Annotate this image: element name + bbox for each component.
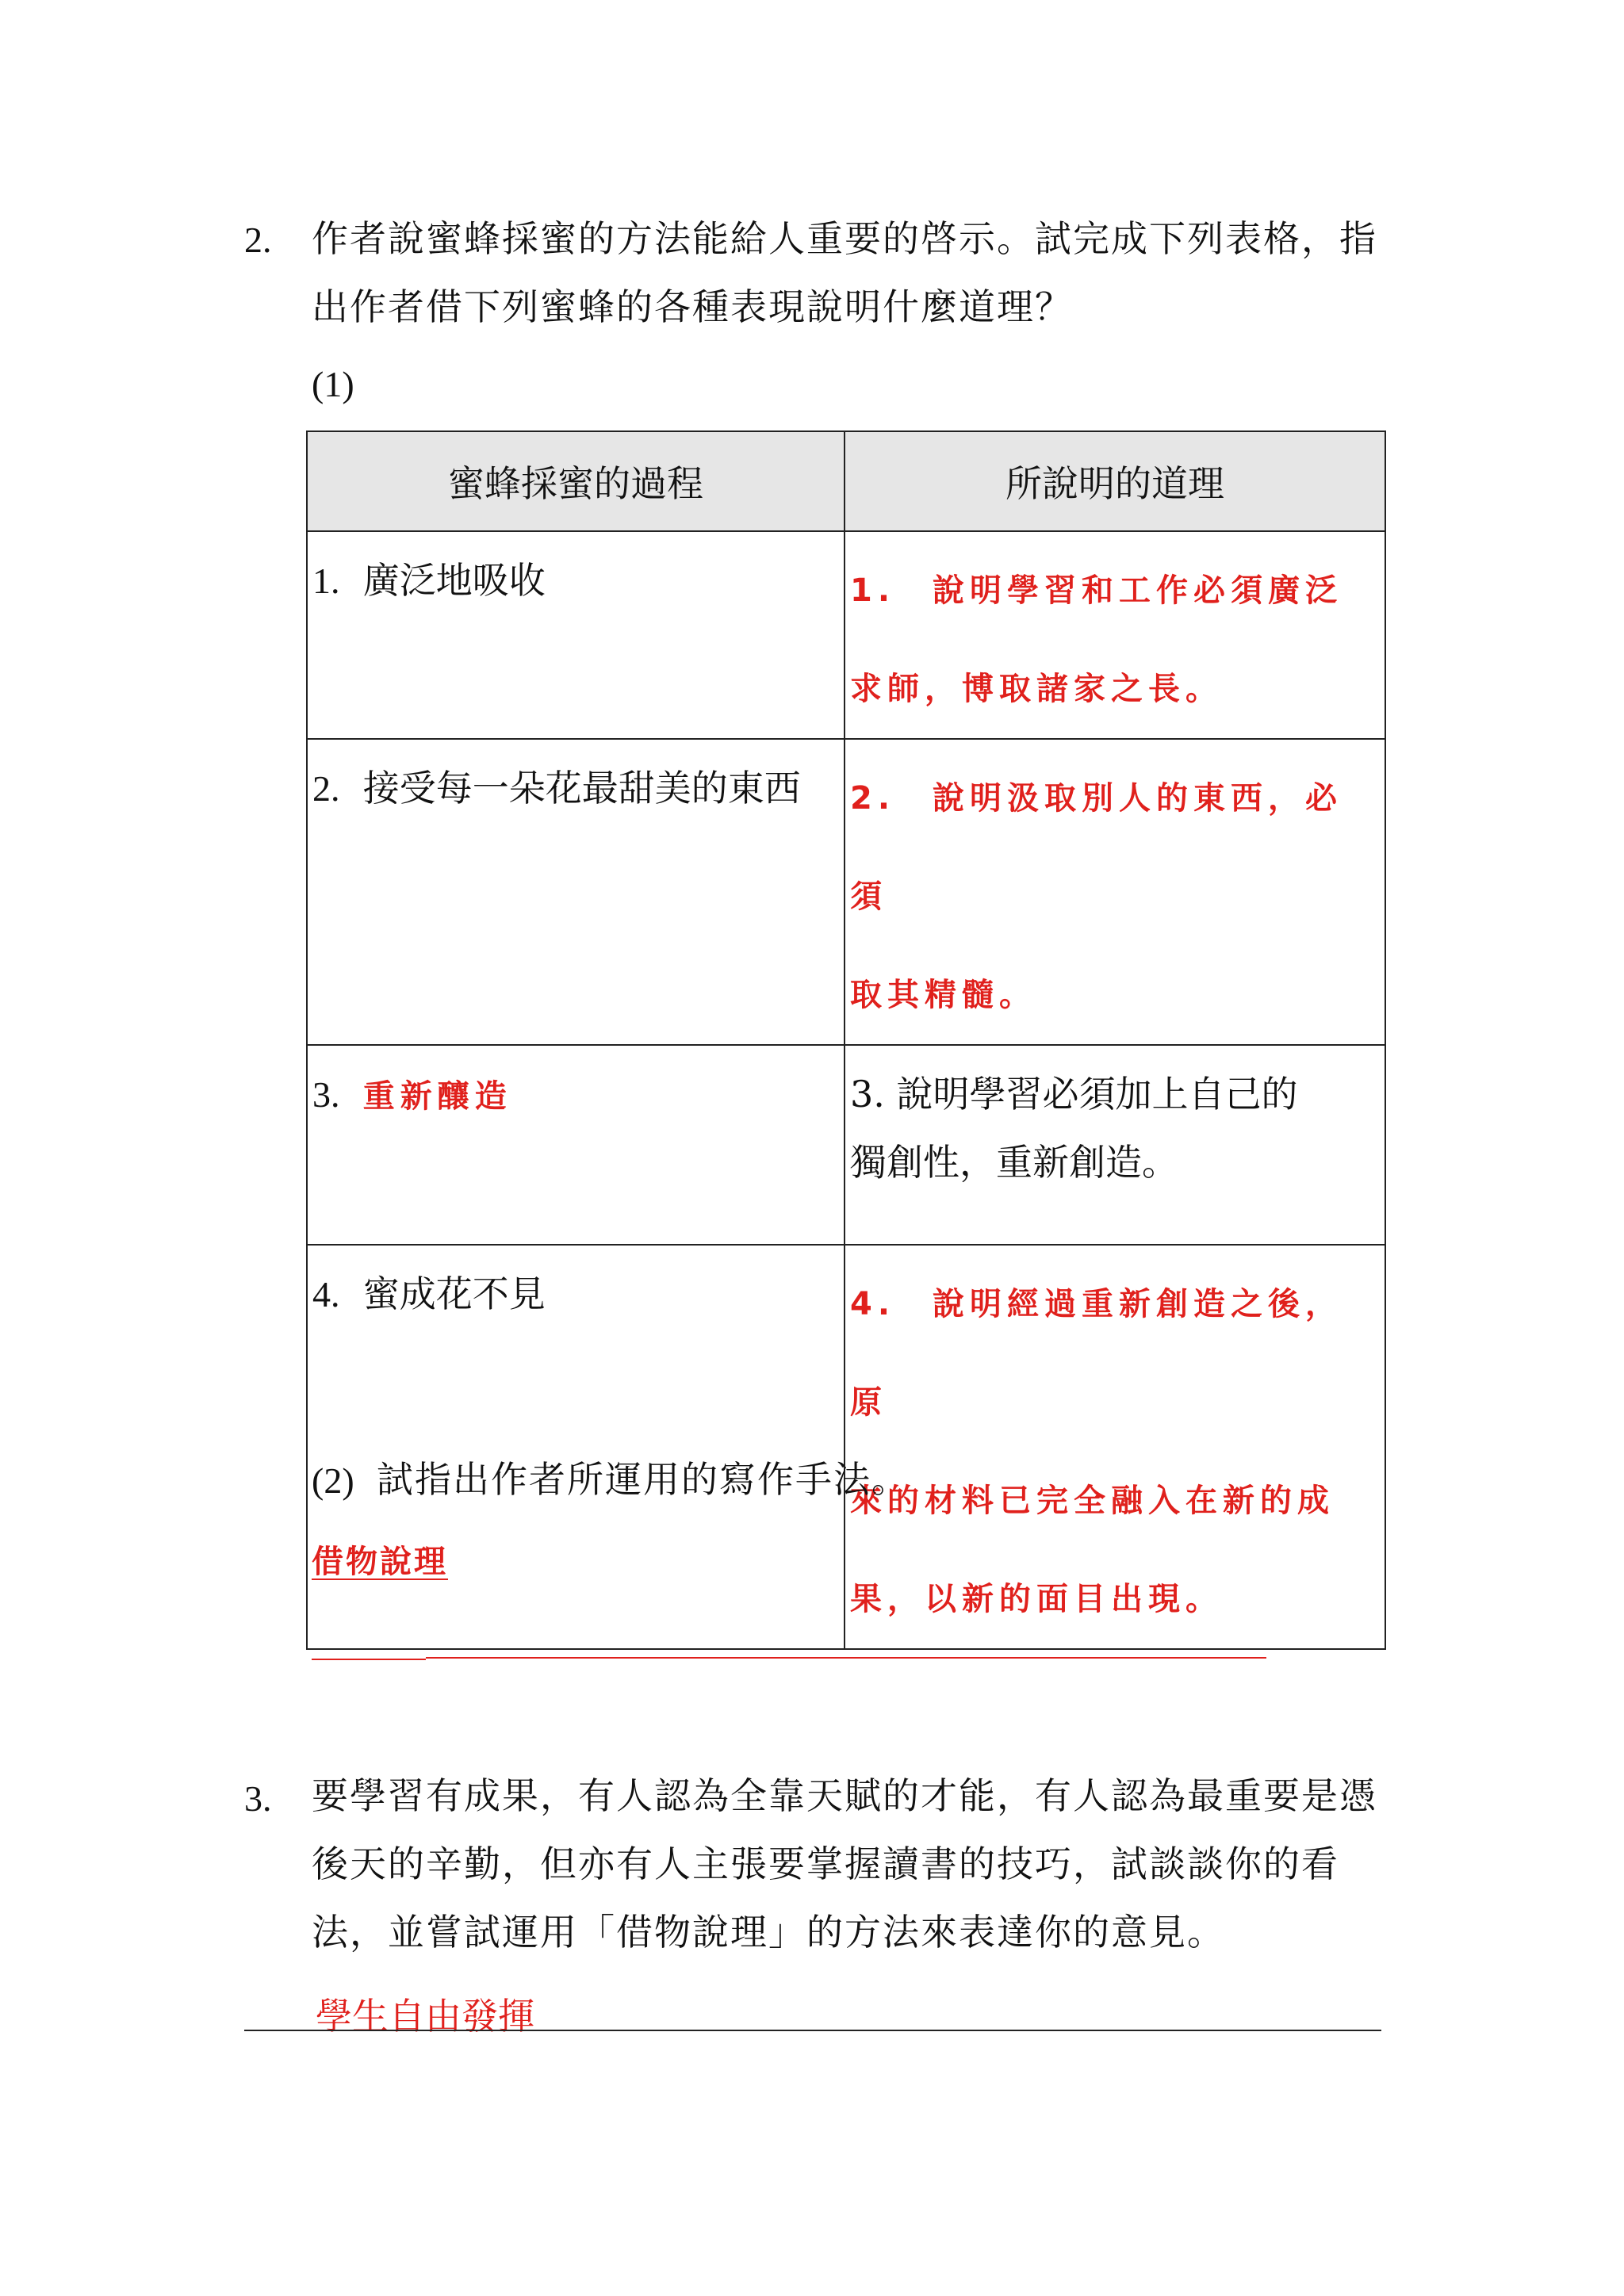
process-cell: [307, 739, 845, 1045]
process-number: 3.: [312, 1074, 340, 1115]
header-process: 蜜蜂採蜜的過程: [307, 431, 845, 531]
reason-line: 獨創性，重新創造。: [850, 1141, 1178, 1184]
question-3-answer: 學生自由發揮: [316, 1995, 534, 2038]
question-3-line-1: 要學習有成果，有人認為全靠天賦的才能，有人認為最重要是憑: [312, 1774, 1377, 1817]
question-3-line-3: 法，並嘗試運用「借物說理」的方法來表達你的意見。: [312, 1911, 1225, 1954]
part-2-question: 試指出作者所運用的寫作手法。: [377, 1458, 910, 1501]
table-row: [307, 1045, 1385, 1245]
question-3-line-2: 後天的辛勤，但亦有人主張要掌握讀書的技巧，試談談你的看: [312, 1843, 1339, 1885]
part-2-label: (2): [312, 1460, 354, 1501]
header-reason: 所說明的道理: [845, 431, 1385, 531]
reason-line: 1. 說明學習和工作必須廣泛: [850, 572, 1343, 609]
reason-line: 4. 說明經過重新創造之後，原: [850, 1286, 1343, 1421]
reason-cell: [845, 739, 1385, 1045]
process-text-answer: 重新釀造: [362, 1078, 512, 1115]
answer-line-long: [426, 1657, 1266, 1659]
reason-line: 取其精髓。: [850, 977, 1036, 1013]
reason-line: 來的材料已完全融入在新的成: [850, 1483, 1335, 1519]
process-text: 蜜成花不見: [362, 1272, 546, 1315]
answer-line-short: [312, 1659, 426, 1660]
table-row: [307, 531, 1385, 739]
process-number: 2.: [312, 768, 340, 809]
reason-line: 2. 說明汲取別人的東西，必須: [850, 780, 1343, 915]
question-3-text: [312, 1762, 1422, 1966]
process-text: 接受每一朵花最甜美的東西: [362, 767, 801, 809]
question-2-line-1: 作者說蜜蜂採蜜的方法能給人重要的啓示。試完成下列表格，指: [312, 217, 1377, 260]
process-number: 1.: [312, 561, 340, 601]
table-row: [307, 739, 1385, 1045]
part-1-label: (1): [312, 364, 354, 404]
reason-cell: [845, 1245, 1385, 1649]
process-cell: [307, 531, 845, 739]
question-2-number: 2.: [244, 220, 272, 260]
table-header-row: [307, 431, 1385, 531]
reason-cell: [845, 1045, 1385, 1245]
process-text: 廣泛地吸收: [362, 559, 546, 602]
question-2-text: [312, 205, 1422, 341]
reason-line: 求師，博取諸家之長。: [850, 671, 1223, 707]
process-cell: [307, 1045, 845, 1245]
reason-cell: [845, 531, 1385, 739]
reason-line: 果，以新的面目出現。: [850, 1581, 1223, 1617]
part-2-answer: 借物說理: [312, 1544, 448, 1580]
question-3-number: 3.: [244, 1778, 272, 1819]
process-number: 4.: [312, 1274, 340, 1314]
answer-line: [244, 2030, 1381, 2031]
reason-line: 3. 說明學習必須加上自己的: [850, 1073, 1298, 1115]
question-2-line-2: 出作者借下列蜜蜂的各種表現說明什麼道理？: [312, 285, 1073, 328]
